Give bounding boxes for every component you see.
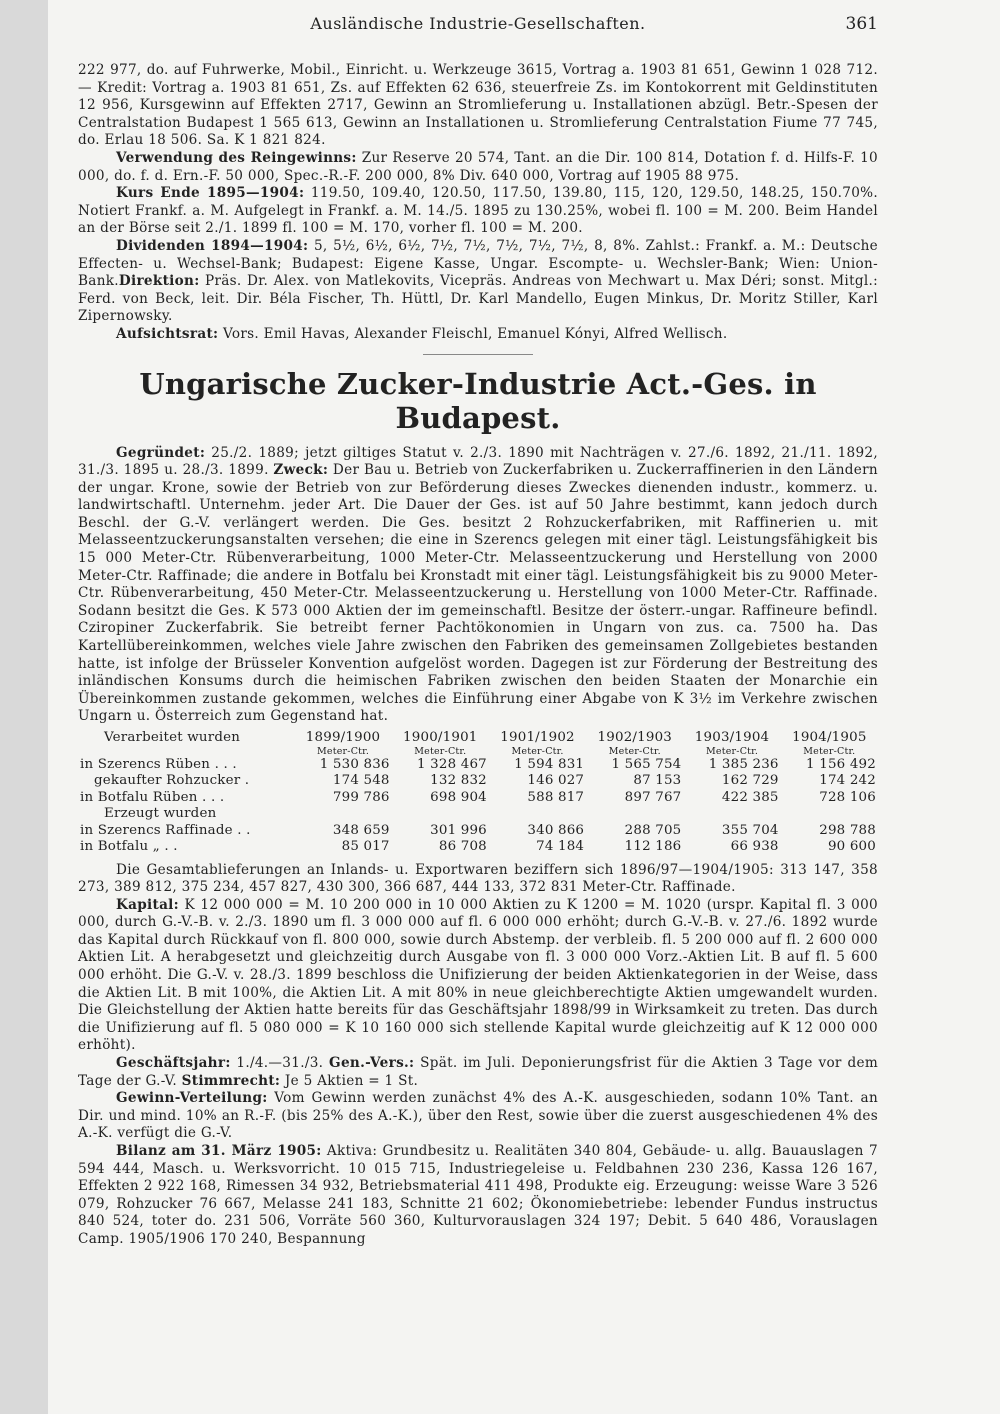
unit-label: Meter-Ctr. bbox=[511, 745, 564, 757]
table-cell: 74 184 bbox=[536, 839, 585, 854]
table-header-row bbox=[78, 730, 878, 747]
kurs-label: Kurs Ende 1895—1904: bbox=[116, 185, 305, 202]
year-header: 1901/1902 bbox=[500, 730, 575, 745]
table-cell: 1 594 831 bbox=[514, 756, 585, 772]
kapital-paragraph bbox=[78, 897, 878, 1055]
table-cell: 1 328 467 bbox=[416, 756, 487, 772]
table-cell: 1 565 754 bbox=[611, 756, 682, 772]
table-cell: 355 704 bbox=[721, 822, 779, 838]
direktion-label: Direktion: bbox=[118, 273, 200, 290]
table-cell: 112 186 bbox=[624, 839, 682, 854]
dividenden-label: Dividenden 1894—1904: bbox=[116, 237, 309, 254]
table-cell: 132 832 bbox=[430, 773, 487, 788]
zweck-text: Der Bau u. Betrieb von Zuckerfabriken u. Zuckerraffinerien in den Ländern der ungar. Krone, sowie der Betrieb von zur Beförderung dieses Zweckes dienenden industr., kommerz. u. landwirtschaftl. Unternehm. jeder Art. Die Dauer der Ges. ist auf 50 Jahre bestimmt, kann jedoch durch Beschl. der G.-V. verlängert werden. Die Ges. besitzt 2 Rohzuckerfabriken, mit Raffinerien u. mit Melasseentzuckerungsanstalten versehen; die eine in Szerencs gelegen mit einer tägl. Leistungsfähigkeit bis 15 000 Meter-Ctr. Rübenverarbeitung, 1000 Meter-Ctr. Melasseentzuckerung und Herstellung von 2000 Meter-Ctr. Raffinade; die andere in Botfalu bei Kronstadt mit einer tägl. Leistungsfähigkeit bis zu 9000 Meter-Ctr. Rübenverarbeitung, 450 Meter-Ctr. Melasseentzuckerung u. Herstellung von 1000 Meter-Ctr. Raffinade. Sodann besitzt die Ges. K 573 000 Aktien der im gemeinschaftl. Besitze der österr.-ungar. Raffineure befindl. Cziropiner Zuckerfabrik. Sie betreibt ferner Pachtökonomien in Ungarn von zus. ca. 7500 ha. Das Kartellübereinkommen, welches viele Jahre zwischen den Fabriken des gemeinsamen Zollgebietes bestanden hatte, ist infolge der Brüsseler Konvention aufgelöst worden. Dagegen ist zur Förderung der Bestreitung des inländischen Konsums durch die heimischen Fabriken zwischen den beiden Staaten der Monarchie ein Übereinkommen zustande gekommen, welches die Einführung einer Abgabe von K 3½ im Verkehre zwischen Ungarn u. Österreich zum Gegenstand hat. bbox=[78, 462, 878, 725]
bilanz-label: Bilanz am 31. März 1905: bbox=[116, 1143, 322, 1159]
table-cell: 298 788 bbox=[819, 822, 876, 838]
table-cell: 799 786 bbox=[332, 789, 390, 805]
kapital-label: Kapital: bbox=[116, 896, 179, 913]
aufsichtsrat-label: Aufsichtsrat: bbox=[116, 325, 219, 342]
year-header: 1899/1900 bbox=[305, 730, 381, 745]
text-column bbox=[78, 62, 878, 1249]
table-cell: 1 530 836 bbox=[319, 756, 390, 772]
unit-label: Meter-Ctr. bbox=[705, 745, 759, 757]
table-cell: 174 548 bbox=[332, 773, 390, 788]
verwendung-text: Zur Reserve 20 574, Tant. an die Dir. 100 814, Dotation f. d. Hilfs-F. 10 000, do. f. d. Ern.-F. 50 000, Spec.-R.-F. 200 000, 8% Div. 640 000, Vortrag auf 1905 88 975. bbox=[78, 149, 878, 184]
row-label: in Botfalu „ . . bbox=[80, 839, 178, 854]
table-cell: 1 385 236 bbox=[708, 756, 779, 772]
unit-row bbox=[78, 747, 878, 757]
row-label: in Szerencs Raffinade . . bbox=[80, 822, 251, 838]
gegruendet-text: 25./2. 1889; jetzt giltiges Statut v. 2./3. 1890 mit Nachträgen v. 27./6. 1892, 21./11. 1892, 31./3. 1895 u. 28./3. 1899. bbox=[78, 444, 878, 479]
document-page bbox=[48, 0, 1000, 1414]
table-cell: 348 659 bbox=[332, 822, 390, 838]
table-row bbox=[78, 823, 878, 840]
table-cell: 422 385 bbox=[721, 789, 779, 805]
year-header: 1902/1903 bbox=[597, 730, 673, 745]
zweck-label: Zweck: bbox=[273, 462, 329, 479]
stimmrecht-text: Je 5 Aktien = 1 St. bbox=[280, 1072, 419, 1089]
dividenden-text: 5, 5½, 6½, 6½, 7½, 7½, 7½, 7½, 7½, 8, 8%. Zahlst.: Frankf. a. M.: Deutsche Effecten- u. Wechsel-Bank; Budapest: Eigene Kasse, Ungar. Escompte- u. Wechsler-Bank; Wien: Union-Bank. bbox=[78, 237, 879, 290]
kurs-text: 119.50, 109.40, 120.50, 117.50, 139.80, 115, 120, 129.50, 148.25, 150.70%. Notiert Frankf. a. M. Aufgelegt in Frankf. a. M. 14./5. 1895 zu 130.25%, wobei fl. 100 = M. 200. Beim Handel an der Börse seit 2./1. 1899 fl. 100 = M. 170, vorher fl. 100 = M. 200. bbox=[78, 185, 879, 237]
direktion-text: Präs. Dr. Alex. von Matlekovits, Vicepräs. Andreas von Mechwart u. Max Déri; sonst. Mitgl.: Ferd. von Beck, leit. Dir. Béla Fischer, Th. Hüttl, Dr. Karl Mandello, Eugen Minkus, Dr. Moritz Stiller, Karl Zipernowsky. bbox=[78, 273, 878, 325]
prev-balance-paragraph: 222 977, do. auf Fuhrwerke, Mobil., Einricht. u. Werkzeuge 3615, Vortrag a. 1903 81 651, Gewinn 1 028 712. — Kredit: Vortrag a. 1903 81 651, Zs. auf Effekten 62 636, steuerfreie Zs. im Kontokorrent mit Geldinstituten 12 956, Kursgewinn auf Effekten 2717, Gewinn an Stromlieferung u. Installationen abzügl. Betr.-Spesen der Centralstation Budapest 1 565 613, Gewinn an Installationen u. Stromlieferung Centralstation Fiume 77 745, do. Erlau 18 506. Sa. K 1 821 824. bbox=[78, 62, 878, 149]
gewinn-label: Gewinn-Verteilung: bbox=[116, 1090, 268, 1107]
verwendung-paragraph bbox=[78, 150, 878, 185]
table-cell: 728 106 bbox=[819, 789, 876, 805]
production-table bbox=[78, 730, 878, 856]
company-title: Ungarische Zucker-Industrie Act.-Ges. in Budapest. bbox=[139, 366, 817, 435]
subcaption-row bbox=[78, 806, 878, 823]
table-caption: Verarbeitet wurden bbox=[104, 730, 241, 745]
aufsichtsrat-paragraph bbox=[78, 326, 878, 344]
unit-label: Meter-Ctr. bbox=[414, 745, 467, 757]
gegruendet-label: Gegründet: bbox=[116, 444, 206, 461]
table-cell: 146 027 bbox=[527, 773, 585, 788]
dividenden-paragraph bbox=[78, 238, 878, 326]
table-cell: 85 017 bbox=[341, 839, 390, 854]
table-cell: 897 767 bbox=[624, 789, 682, 805]
table-row bbox=[78, 757, 878, 774]
running-title: Ausländische Industrie-Gesellschaften. bbox=[310, 14, 646, 33]
unit-label: Meter-Ctr. bbox=[608, 745, 661, 757]
genvers-text: Spät. im Juli. Deponierungsfrist für die Aktien 3 Tage vor dem Tage der G.-V. bbox=[78, 1055, 879, 1089]
geschaeftsjahr-label: Geschäftsjahr: bbox=[116, 1055, 231, 1072]
kapital-text: K 12 000 000 = M. 10 200 000 in 10 000 Aktien zu K 1200 = M. 1020 (urspr. Kapital fl. 3 000 000, durch G.-V.-B. v. 2./3. 1890 um fl. 3 000 000 auf fl. 6 000 000 erhöht; durch G.-V.-B. v. 27./6. 1892 wurde das Kapital durch Rückkauf von fl. 800 000, sowie durch Abstemp. der verbleib. fl. 5 200 000 auf fl. 2 600 000 Aktien Lit. A herabgesetzt und gleichzeitig durch Ausgabe von fl. 3 000 000 Vorz.-Aktien Lit. B auf fl. 5 600 000 erhöht. Die G.-V. v. 28./3. 1899 beschloss die Unifizierung der beiden Aktienkategorien in der Weise, dass die Aktien Lit. B mit 100%, die Aktien Lit. A mit 80% in neue gleichberechtigte Aktien umgewandelt wurden. Die Gleichstellung der Aktien hatte bereits für das Geschäftsjahr 1898/99 in Wirksamkeit zu treten. Das durch die Unifizierung auf fl. 5 080 000 = K 10 160 000 sich stellende Kapital wurde gleichzeitig auf K 12 000 000 erhöht). bbox=[78, 896, 878, 1054]
table-cell: 698 904 bbox=[430, 789, 487, 805]
page-number: 361 bbox=[845, 14, 878, 34]
year-header: 1904/1905 bbox=[792, 730, 867, 745]
table-cell: 174 242 bbox=[819, 773, 876, 788]
table-row bbox=[78, 773, 878, 790]
row-label: in Botfalu Rüben . . . bbox=[80, 789, 225, 805]
unit-label: Meter-Ctr. bbox=[803, 745, 856, 757]
gesamt-paragraph: Die Gesamtablieferungen an Inlands- u. Exportwaren beziffern sich 1896/97—1904/1905: 313 147, 358 273, 389 812, 375 234, 457 827, 430 300, 366 687, 444 133, 372 831 Meter-Ctr. Raffinade. bbox=[78, 861, 878, 896]
geschaeftsjahr-paragraph bbox=[78, 1055, 878, 1090]
table-row bbox=[78, 839, 878, 856]
table-cell: 301 996 bbox=[430, 822, 487, 838]
table-subcaption: Erzeugt wurden bbox=[104, 806, 217, 821]
stimmrecht-label: Stimmrecht: bbox=[181, 1072, 281, 1089]
year-header: 1903/1904 bbox=[694, 730, 770, 745]
row-label: in Szerencs Rüben . . . bbox=[80, 756, 237, 772]
year-header: 1900/1901 bbox=[403, 730, 478, 745]
gegruendet-zweck-paragraph bbox=[78, 445, 878, 727]
geschaeftsjahr-text: 1./4.—31./3. bbox=[230, 1055, 330, 1072]
aufsichtsrat-text: Vors. Emil Havas, Alexander Fleischl, Emanuel Kónyi, Alfred Wellisch. bbox=[218, 325, 728, 342]
table-cell: 288 705 bbox=[624, 822, 682, 838]
table-cell: 588 817 bbox=[527, 789, 585, 805]
section-divider bbox=[423, 354, 533, 355]
kurs-paragraph bbox=[78, 185, 878, 238]
bilanz-paragraph bbox=[78, 1143, 878, 1249]
row-label: gekaufter Rohzucker . bbox=[94, 773, 250, 788]
table-cell: 87 153 bbox=[633, 773, 682, 788]
table-cell: 90 600 bbox=[827, 839, 876, 854]
gewinn-paragraph bbox=[78, 1090, 878, 1143]
verwendung-label: Verwendung des Reingewinns: bbox=[116, 149, 357, 166]
table-cell: 340 866 bbox=[527, 822, 585, 838]
table-cell: 1 156 492 bbox=[806, 756, 876, 772]
table-row bbox=[78, 790, 878, 807]
table-cell: 66 938 bbox=[730, 839, 779, 854]
gewinn-text: Vom Gewinn werden zunächst 4% des A.-K. ausgeschieden, sodann 10% Tant. an Dir. und mind. 10% an R.-F. (bis 25% des A.-K.), über den Rest, sowie über die zuerst ausgeschiedenen 4% des A.-K. verfügt die G.-V. bbox=[78, 1090, 878, 1142]
running-header bbox=[78, 14, 878, 38]
table-cell: 162 729 bbox=[721, 773, 779, 788]
genvers-label: Gen.-Vers.: bbox=[329, 1055, 415, 1072]
bilanz-text: Aktiva: Grundbesitz u. Realitäten 340 804, Gebäude- u. allg. Bauauslagen 7 594 444, Masch. u. Werksvorricht. 10 015 715, Industriegeleise u. Feldbahnen 230 236, Kassa 126 167, Effekten 2 922 168, Rimessen 34 932, Betriebsmaterial 411 498, Produkte eig. Erzeugung: weisse Ware 3 526 079, Rohzucker 76 667, Melasse 241 183, Schnitte 21 602; Ökonomiebetriebe: lebender Fundus instructus 840 524, toter do. 231 506, Vorräte 560 360, Kulturvorauslagen 324 197; Debit. 5 640 486, Vorauslagen Camp. 1905/1906 170 240, Bespannung bbox=[78, 1143, 878, 1247]
table-cell: 86 708 bbox=[438, 839, 487, 854]
unit-label: Meter-Ctr. bbox=[316, 745, 370, 757]
